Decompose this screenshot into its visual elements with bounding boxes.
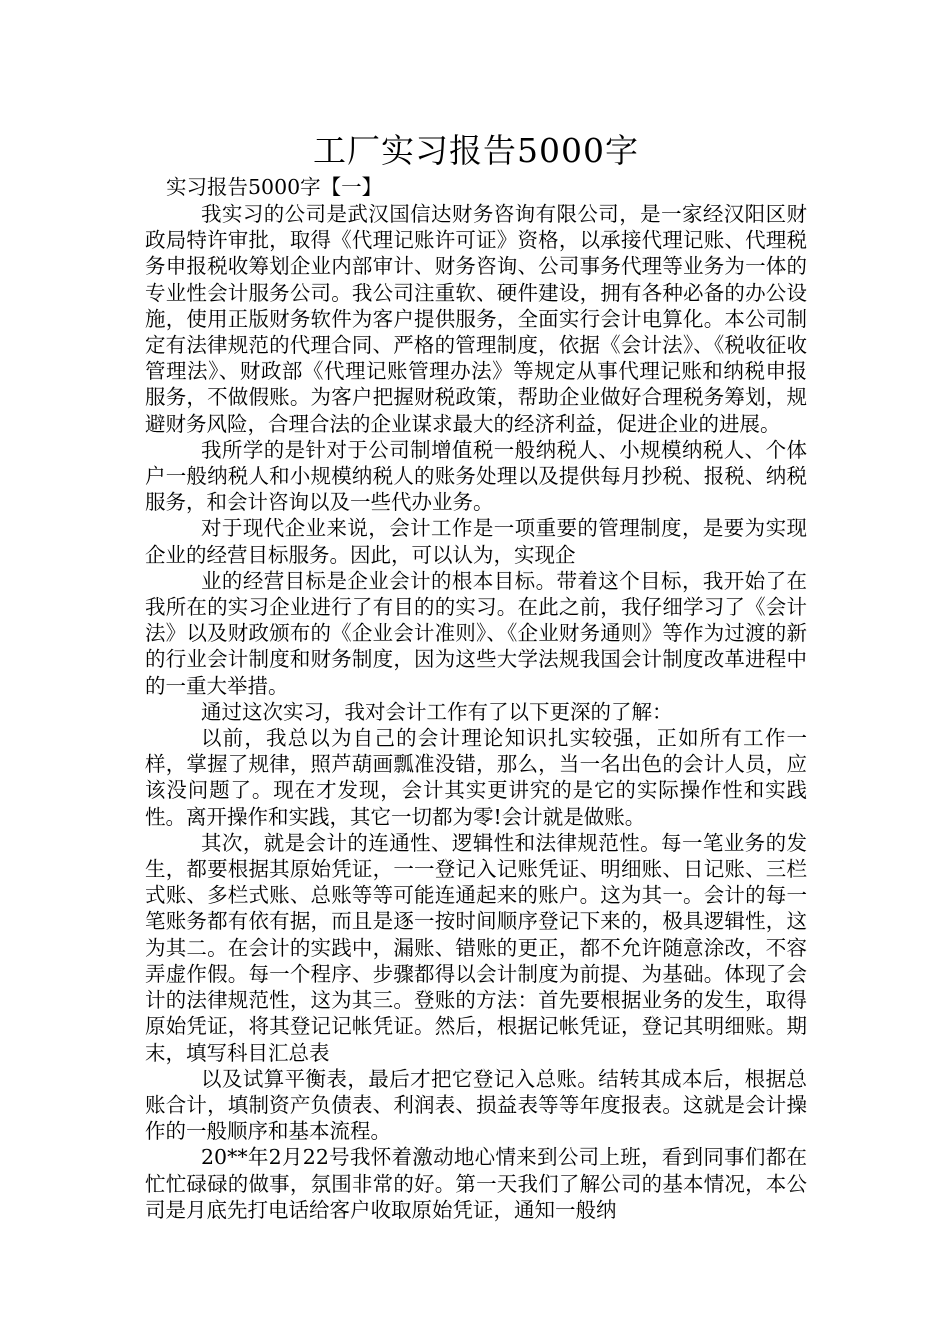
paragraph-trial-balance: 以及试算平衡表，最后才把它登记入总账。结转其成本后，根据总账合计，填制资产负债表、利润表、损益表等等年度报表。这就是会计操作的一般顺序和基本流程。: [145, 1066, 807, 1144]
paragraph-accounting-goal: 业的经营目标是企业会计的根本目标。带着这个目标，我开始了在我所在的实习企业进行了有目的的实习。在此之前，我仔细学习了《会计法》以及财政颁布的《企业会计准则》、《企业财务通则》等作为过渡的新的行业会计制度和财务制度，因为这些大学法规我国会计制度改革进程中的一重大举措。: [145, 568, 807, 698]
document-title: 工厂实习报告5000字: [313, 131, 639, 170]
paragraph-accounting-importance: 对于现代企业来说，会计工作是一项重要的管理制度，是要为实现企业的经营目标服务。因此，可以认为，实现企: [145, 516, 807, 567]
paragraph-connectivity: 其次，就是会计的连通性、逻辑性和法律规范性。每一笔业务的发生，都要根据其原始凭证，一一登记入记账凭证、明细账、日记账、三栏式账、多栏式账、总账等等可能连通起来的账户。这为其一。会计的每一笔账务都有依有据，而且是逐一按时间顺序登记下来的，极具逻辑性，这为其二。在会计的实践中，漏账、错账的更正，都不允许随意涂改，不容弄虚作假。每一个程序、步骤都得以会计制度为前提、为基础。体现了会计的法律规范性，这为其三。登账的方法：首先要根据业务的发生，取得原始凭证，将其登记记帐凭证。然后，根据记帐凭证，登记其明细账。期末，填写科目汇总表: [145, 830, 807, 1065]
paragraph-study-scope: 我所学的是针对于公司制增值税一般纳税人、小规模纳税人、个体户一般纳税人和小规模纳税人的账务处理以及提供每月抄税、报税、纳税服务，和会计咨询以及一些代办业务。: [145, 437, 807, 515]
paragraph-company-intro: 我实习的公司是武汉国信达财务咨询有限公司，是一家经汉阳区财政局特许审批，取得《代理记账许可证》资格，以承接代理记账、代理税务申报税收筹划企业内部审计、财务咨询、公司事务代理等业务为一体的专业性会计服务公司。我公司注重软、硬件建设，拥有各种必备的办公设施，使用正版财务软件为客户提供服务，全面实行会计电算化。本公司制定有法律规范的代理合同、严格的管理制度，依据《会计法》、《税收征收管理法》、财政部《代理记账管理办法》等规定从事代理记账和纳税申报服务，不做假账。为客户把握财税政策，帮助企业做好合理税务筹划，规避财务风险，合理合法的企业谋求最大的经济利益，促进企业的进展。: [145, 202, 807, 436]
document-page: [145, 128, 807, 1223]
paragraph-understanding-intro: 通过这次实习，我对会计工作有了以下更深的了解：: [201, 699, 673, 724]
paragraph-first-day: 20**年2月22号我怀着激动地心情来到公司上班，看到同事们都在忙忙碌碌的做事，氛围非常的好。第一天我们了解公司的基本情况，本公司是月底先打电话给客户收取原始凭证，通知一般纳: [145, 1145, 807, 1222]
paragraph-practice: 以前，我总以为自己的会计理论知识扎实较强，正如所有工作一样，掌握了规律，照芦葫画瓢准没错，那么，当一名出色的会计人员，应该没问题了。现在才发现，会计其实更讲究的是它的实际操作性和实践性。离开操作和实践，其它一切都为零!会计就是做账。: [145, 726, 807, 829]
section-heading: 实习报告5000字【一】: [166, 175, 383, 199]
